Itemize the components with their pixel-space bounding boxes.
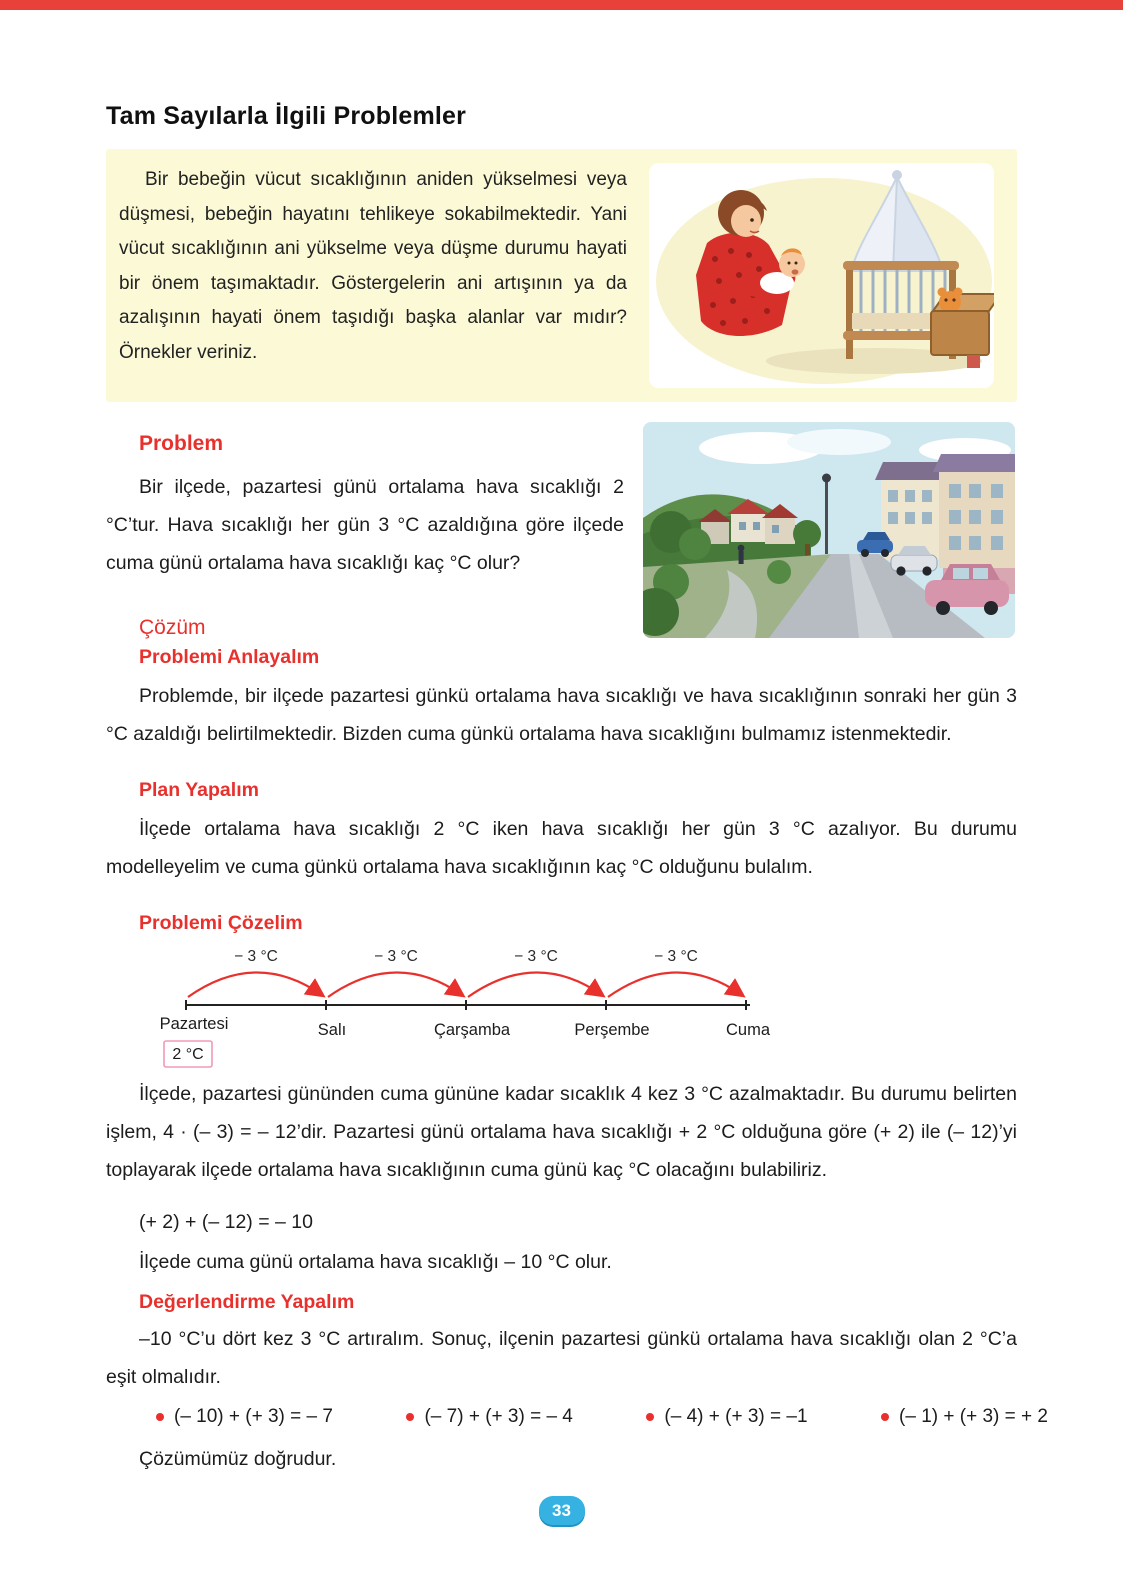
check-text: (– 7) + (+ 3) = – 4 (424, 1406, 573, 1427)
bullet-icon (646, 1413, 654, 1421)
plan-text: İlçede ortalama hava sıcaklığı 2 °C iken hava sıcaklığı her gün 3 °C azalıyor. Bu durumu modelleyelim ve cuma günkü ortalama hava sıcaklığının kaç °C olduğunu bulalım. (106, 818, 1017, 878)
result-text: İlçede cuma günü ortalama hava sıcaklığı – 10 °C olur. (139, 1251, 612, 1273)
bullet-icon (406, 1413, 414, 1421)
baby-illustration-svg (649, 163, 994, 388)
evaluate-text: –10 °C’u dört kez 3 °C artıralım. Sonuç, ilçenin pazartesi günkü ortalama hava sıcaklığı olan 2 °C’a eşit olmalıdır. (106, 1328, 1017, 1388)
page-title: Tam Sayılarla İlgili Problemler (106, 102, 467, 130)
plan-heading: Plan Yapalım (139, 779, 259, 801)
intro-box (106, 149, 1017, 402)
check-item (406, 1406, 572, 1428)
check-item (646, 1406, 807, 1428)
number-line-diagram (156, 945, 816, 1071)
check-item (881, 1406, 1048, 1428)
bullet-icon (156, 1413, 164, 1421)
understand-text: Problemde, bir ilçede pazartesi günkü ortalama hava sıcaklığı ve hava sıcaklığının sonraki her gün 3 °C azaldığı belirtilmektedir. Bizden cuma günkü ortalama hava sıcaklığını bulmamız istenmektedir. (106, 685, 1017, 745)
check-text: (– 10) + (+ 3) = – 7 (174, 1406, 333, 1427)
day-label-carsamba: Çarşamba (433, 1021, 511, 1039)
hop-label: − 3 °C (514, 948, 558, 965)
baby-illustration (649, 163, 994, 388)
problem-heading: Problem (139, 432, 224, 455)
check-text: (– 1) + (+ 3) = + 2 (899, 1406, 1048, 1427)
town-illustration-svg (643, 422, 1015, 638)
intro-text: Bir bebeğin vücut sıcaklığının aniden yükselmesi veya düşmesi, bebeğin hayatını tehlikeye sokabilmektedir. Yani vücut sıcaklığının ani yükselme veya düşme durumu hayati bir önem taşımaktadır. Göstergelerin ani artışının ya da azalışının hayati önem taşıdığı başka alanlar var mıdır? Örnekler veriniz. (119, 169, 627, 363)
page-content (0, 102, 1123, 1525)
hop-label: − 3 °C (374, 948, 418, 965)
evaluate-heading: Değerlendirme Yapalım (139, 1291, 355, 1313)
problem-section (106, 432, 1017, 602)
problem-text: Bir ilçede, pazartesi günü ortalama hava sıcaklığı 2 °C’tur. Hava sıcaklığı her gün 3 °C azaldığına göre ilçede cuma günü ortalama hava sıcaklığı kaç °C olur? (106, 476, 624, 574)
understand-heading: Problemi Anlayalım (139, 646, 320, 668)
town-illustration (643, 422, 1015, 638)
day-label-cuma: Cuma (725, 1021, 771, 1039)
bullet-icon (881, 1413, 889, 1421)
check-list (156, 1406, 1048, 1428)
start-value: 2 °C (172, 1046, 204, 1063)
hop-label: − 3 °C (654, 948, 698, 965)
check-text: (– 4) + (+ 3) = –1 (664, 1406, 808, 1427)
equation: (+ 2) + (– 12) = – 10 (139, 1211, 313, 1233)
hop-label: − 3 °C (234, 948, 278, 965)
day-label-persembe: Perşembe (574, 1021, 650, 1039)
solve-text: İlçede, pazartesi gününden cuma gününe kadar sıcaklık 4 kez 3 °C azalmaktadır. Bu durumu belirten işlem, 4 · (– 3) = – 12’dir. Pazartesi günü ortalama hava sıcaklığı + 2 °C olduğuna göre (+ 2) ile (– 12)’yi toplayarak ilçede ortalama hava sıcaklığının cuma günü kaç °C olacağını bulabiliriz. (106, 1083, 1017, 1181)
number-line-svg (156, 945, 816, 1071)
day-label-sali: Salı (317, 1021, 347, 1039)
solution-heading: Çözüm (139, 616, 206, 639)
day-label-pazartesi: Pazartesi (159, 1015, 229, 1033)
solve-heading: Problemi Çözelim (139, 912, 303, 934)
top-red-bar (0, 0, 1123, 10)
check-item (156, 1406, 333, 1428)
page-number-badge: 33 (539, 1496, 585, 1525)
conclusion-text: Çözümümüz doğrudur. (139, 1448, 337, 1470)
